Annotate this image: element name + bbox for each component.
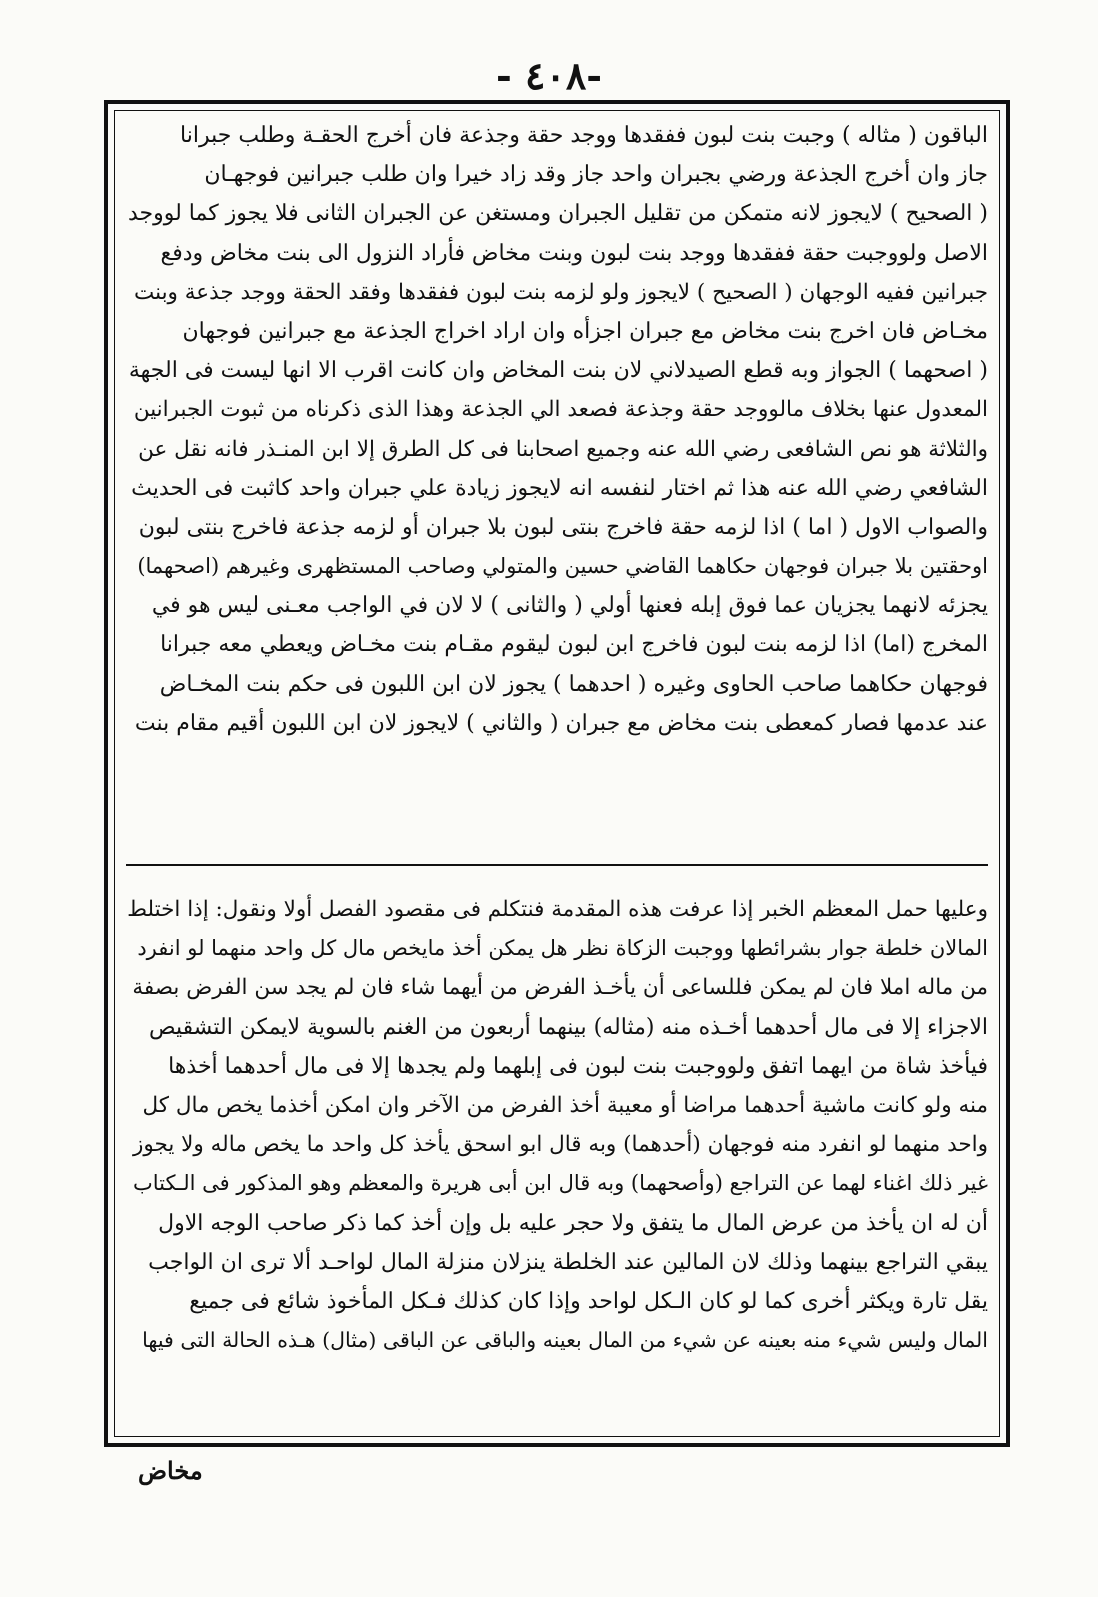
footnote-text-line: واحد منهما لو انفرد منه فوجهان (أحدهما) وبه قال ابو اسحق يأخذ كل واحد ما يخص ماله ولا يجوز [132, 1132, 988, 1158]
footnote-text-line: غير ذلك اغناء لهما عن التراجع (وأصحهما) وبه قال ابن أبى هريرة والمعظم وهو المذكور فى الـكتاب [132, 1171, 988, 1196]
footnote-text-line: يبقي التراجع بينهما وذلك لان المالين عند الخلطة ينزلان منزلة المال لواحـد ألا ترى ان الواجب [148, 1249, 988, 1275]
main-text-line: عند عدمها فصار كمعطى بنت مخاض مع جبران ( والثاني ) لايجوز لان ابن اللبون أقيم مقام بنت [134, 710, 988, 736]
main-text-line: جاز وان أخرج الجذعة ورضي بجبران واحد جاز وقد زاد خيرا وان طلب جبرانين فوجهـان [204, 162, 988, 188]
main-text-line: ( الصحيح ) لايجوز لانه متمكن من تقليل الجبران ومستغن عن الجبران الثانى فلا يجوز كما لووجد [127, 201, 988, 227]
main-text-line: جبرانين ففيه الوجهان ( الصحيح ) لايجوز ولو لزمه بنت لبون ففقدها وفقد الحقة ووجد جذعة وبنت [133, 279, 988, 305]
main-text-line: يجزئه لانهما يجزيان عما فوق إبله فعنها أولي ( والثانى ) لا لان في الواجب معـنى ليس هو في [151, 593, 988, 619]
main-text-line: الشافعي رضي الله عنه هذا ثم اختار لنفسه انه لايجوز زيادة علي جبران واحد كاثبت فى الحديث [131, 475, 988, 501]
section-separator [126, 864, 988, 866]
page-number: - ٤٠٨- [495, 53, 603, 98]
catchword: مخاض [138, 1456, 203, 1485]
footnote-text-line: أن له ان يأخذ من عرض المال ما يتفق ولا حجر عليه بل وإن أخذ كما ذكر صاحب الوجه الاول [158, 1210, 988, 1236]
main-text-line: المعدول عنها بخلاف مالووجد حقة وجذعة فصعد الي الجذعة وهذا الذى ذكرناه من ثبوت الجبرانين [133, 397, 988, 423]
footnote-text-line: الاجزاء إلا فى مال أحدهما أخـذه منه (مثاله) بينهما أربعون من الغنم بالسوية لايمكن التشقيص [149, 1014, 988, 1040]
main-text-line: ( اصحهما ) الجواز وبه قطع الصيدلاني لان بنت المخاض وان كانت اقرب الا انها ليست فى الجهة [128, 358, 988, 384]
main-text-line: والصواب الاول ( اما ) اذا لزمه حقة فاخرج بنتى لبون بلا جبران أو لزمه جذعة فاخرج بنتى لبون [138, 514, 988, 540]
footnote-text-line: من ماله املا فان لم يمكن فللساعى أن يأخـذ الفرض من أيهما شاء فان لم يجد سن الفرض بصفة [132, 975, 988, 1001]
footnote-text-line: المالان خلطة جوار بشرائطها ووجبت الزكاة نظر هل يمكن أخذ مايخص مال كل واحد منهما لو انفرد [137, 936, 988, 961]
main-text-line: الباقون ( مثاله ) وجبت بنت لبون ففقدها ووجد حقة وجذعة فان أخرج الحقـة وطلب جبرانا [180, 123, 988, 148]
main-text-line: والثلاثة هو نص الشافعى رضي الله عنه وجميع اصحابنا فى كل الطرق إلا ابن المنـذر فانه نقل عن [138, 436, 988, 462]
footnote-text-line: يقل تارة ويكثر أخرى كما لو كان الـكل لواحد وإذا كان كذلك فـكل المأخوذ شائع فى جميع [189, 1288, 988, 1314]
footnote-text [126, 890, 988, 1360]
main-text-line: مخـاض فان اخرج بنت مخاض مع جبران اجزأه وان اراد اخراج الجذعة مع جبرانين فوجهان [182, 318, 988, 344]
main-text-line: الاصل ولووجبت حقة ففقدها ووجد بنت لبون وبنت مخاض فأراد النزول الى بنت مخاض ودفع [160, 240, 988, 266]
main-text-line: المخرج (اما) اذا لزمه بنت لبون فاخرج ابن لبون ليقوم مقـام بنت مخـاض ويعطي معه جبرانا [160, 632, 988, 658]
main-text [126, 116, 988, 743]
footnote-text-line: وعليها حمل المعظم الخبر إذا عرفت هذه المقدمة فنتكلم فى مقصود الفصل أولا ونقول: إذا اختلط [127, 897, 988, 922]
footnote-text-line: منه ولو كانت ماشية أحدهما مراضا أو معيبة أخذ الفرض من الآخر وان امكن أخذما يخص مال كل [142, 1092, 988, 1118]
main-text-line: اوحقتين بلا جبران فوجهان حكاهما القاضي حسين والمتولي وصاحب المستظهرى وغيرهم (اصحهما) [137, 554, 988, 579]
footnote-text-line: المال وليس شيء منه بعينه عن شيء من المال بعينه والباقى عن الباقى (مثال) هـذه الحالة التى فيها [142, 1328, 988, 1353]
footnote-text-line: فيأخذ شاة من ايهما اتفق ولووجبت بنت لبون فى إبلهما ولم يجدها إلا فى مال أحدهما أخذها [168, 1053, 988, 1079]
main-text-line: فوجهان حكاهما صاحب الحاوى وغيره ( احدهما ) يجوز لان ابن اللبون فى حكم بنت المخـاض [159, 671, 988, 697]
